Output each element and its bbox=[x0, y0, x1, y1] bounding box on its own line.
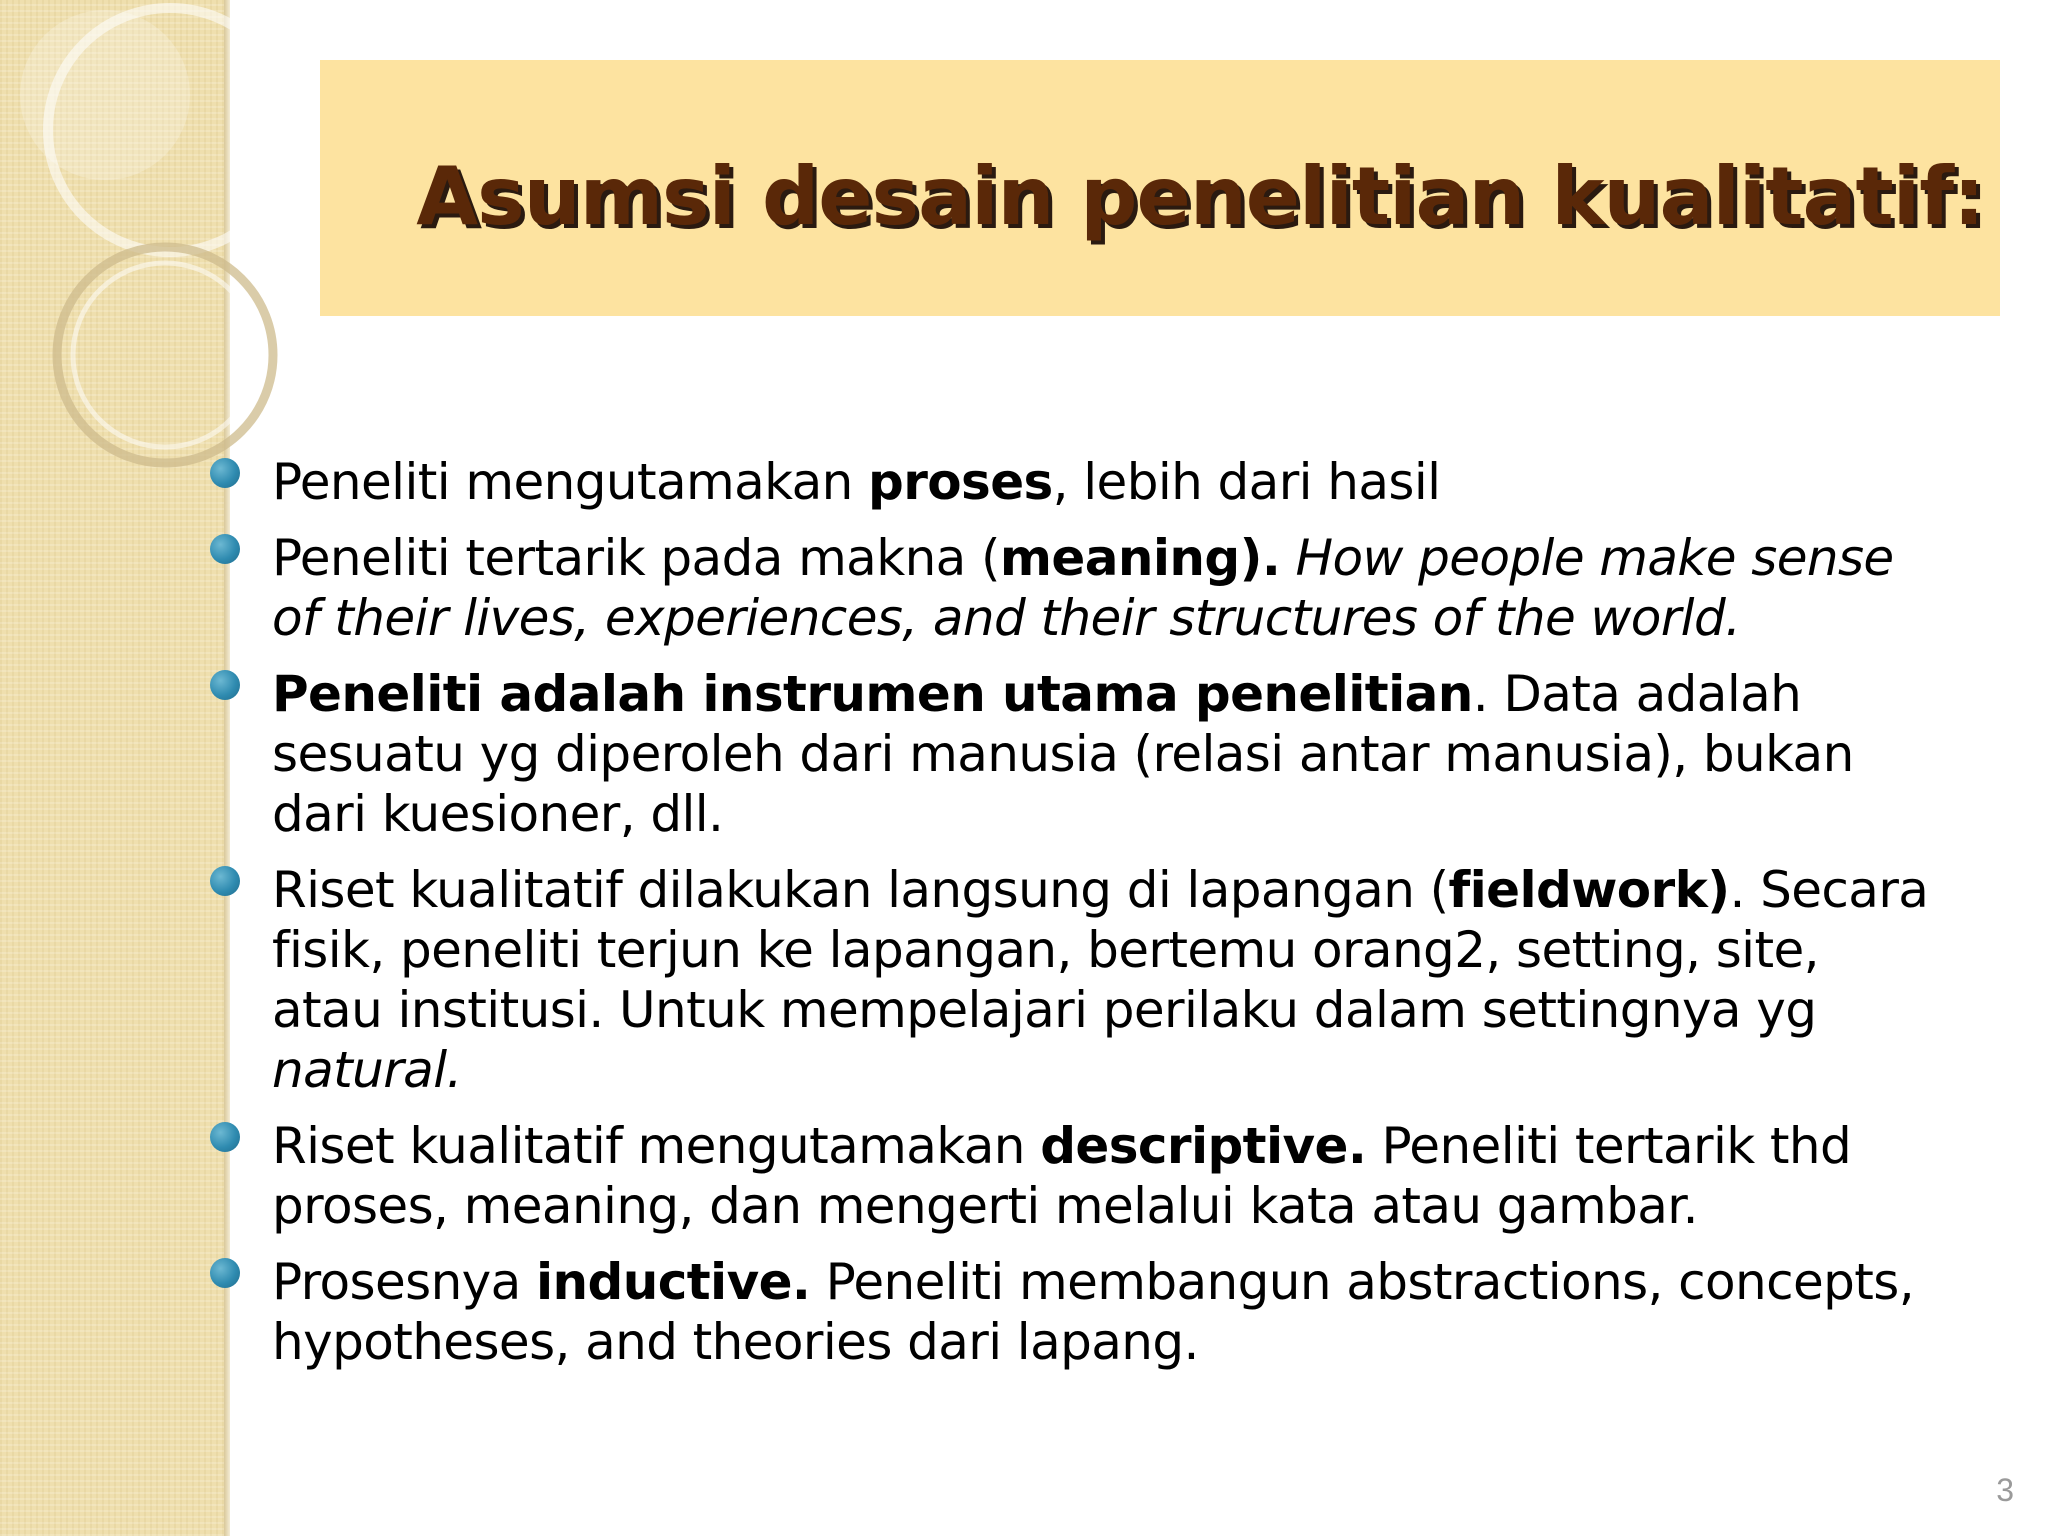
slide-title: Asumsi desain penelitian kualitatif: bbox=[416, 150, 1984, 243]
bullet-text: Peneliti tertarik thd proses, meaning, dan mengerti melalui kata atau gambar. bbox=[272, 1117, 1852, 1235]
bullet-dot-icon bbox=[210, 670, 240, 700]
bullet-bold-text: fieldwork) bbox=[1448, 861, 1730, 919]
bullet-text: . Data adalah sesuatu yg diperoleh dari manusia (relasi antar manusia), bukan dari kuesioner, dll. bbox=[272, 665, 1854, 843]
bullet-dot-icon bbox=[210, 1122, 240, 1152]
bullet-italic-text: natural. bbox=[272, 1041, 462, 1099]
bullet-bold-text: proses bbox=[868, 453, 1053, 511]
bullet-text: , lebih dari hasil bbox=[1052, 453, 1441, 511]
bullet-bold-text: meaning). bbox=[999, 529, 1281, 587]
bullet-text: . Secara fisik, peneliti terjun ke lapangan, bertemu orang2, setting, site, atau institusi. Untuk mempelajari perilaku dalam settingnya yg bbox=[272, 861, 1929, 1039]
ring-large-fill bbox=[20, 10, 190, 180]
bullet-text: Riset kualitatif dilakukan langsung di lapangan ( bbox=[272, 861, 1449, 919]
bullet-item bbox=[272, 528, 1932, 648]
bullet-item bbox=[272, 1252, 1932, 1372]
ring-small bbox=[57, 247, 273, 463]
bullet-text: Peneliti tertarik pada makna ( bbox=[272, 529, 1000, 587]
bullet-bold-text: descriptive. bbox=[1040, 1117, 1367, 1175]
bullet-dot-icon bbox=[210, 534, 240, 564]
bullet-text: Peneliti membangun abstractions, concepts, hypotheses, and theories dari lapang. bbox=[272, 1253, 1915, 1371]
bullet-bold-text: inductive. bbox=[536, 1253, 811, 1311]
bullet-list bbox=[272, 452, 1932, 1388]
bullet-item bbox=[272, 452, 1932, 512]
bullet-bold-text: Peneliti adalah instrumen utama penelitian bbox=[272, 665, 1473, 723]
bullet-text: Riset kualitatif mengutamakan bbox=[272, 1117, 1041, 1175]
bullet-italic-text: How people make sense of their lives, experiences, and their structures of the world. bbox=[272, 529, 1894, 647]
bullet-item bbox=[272, 860, 1932, 1100]
bullet-text bbox=[1280, 529, 1295, 587]
bullet-dot-icon bbox=[210, 458, 240, 488]
bullet-item bbox=[272, 1116, 1932, 1236]
page-number: 3 bbox=[1996, 1472, 2014, 1508]
bullet-text: Peneliti mengutamakan bbox=[272, 453, 869, 511]
decorative-rings bbox=[0, 0, 360, 520]
bullet-dot-icon bbox=[210, 866, 240, 896]
ring-small-inner bbox=[73, 263, 257, 447]
bullet-text: Prosesnya bbox=[272, 1253, 536, 1311]
bullet-dot-icon bbox=[210, 1258, 240, 1288]
bullet-item bbox=[272, 664, 1932, 844]
